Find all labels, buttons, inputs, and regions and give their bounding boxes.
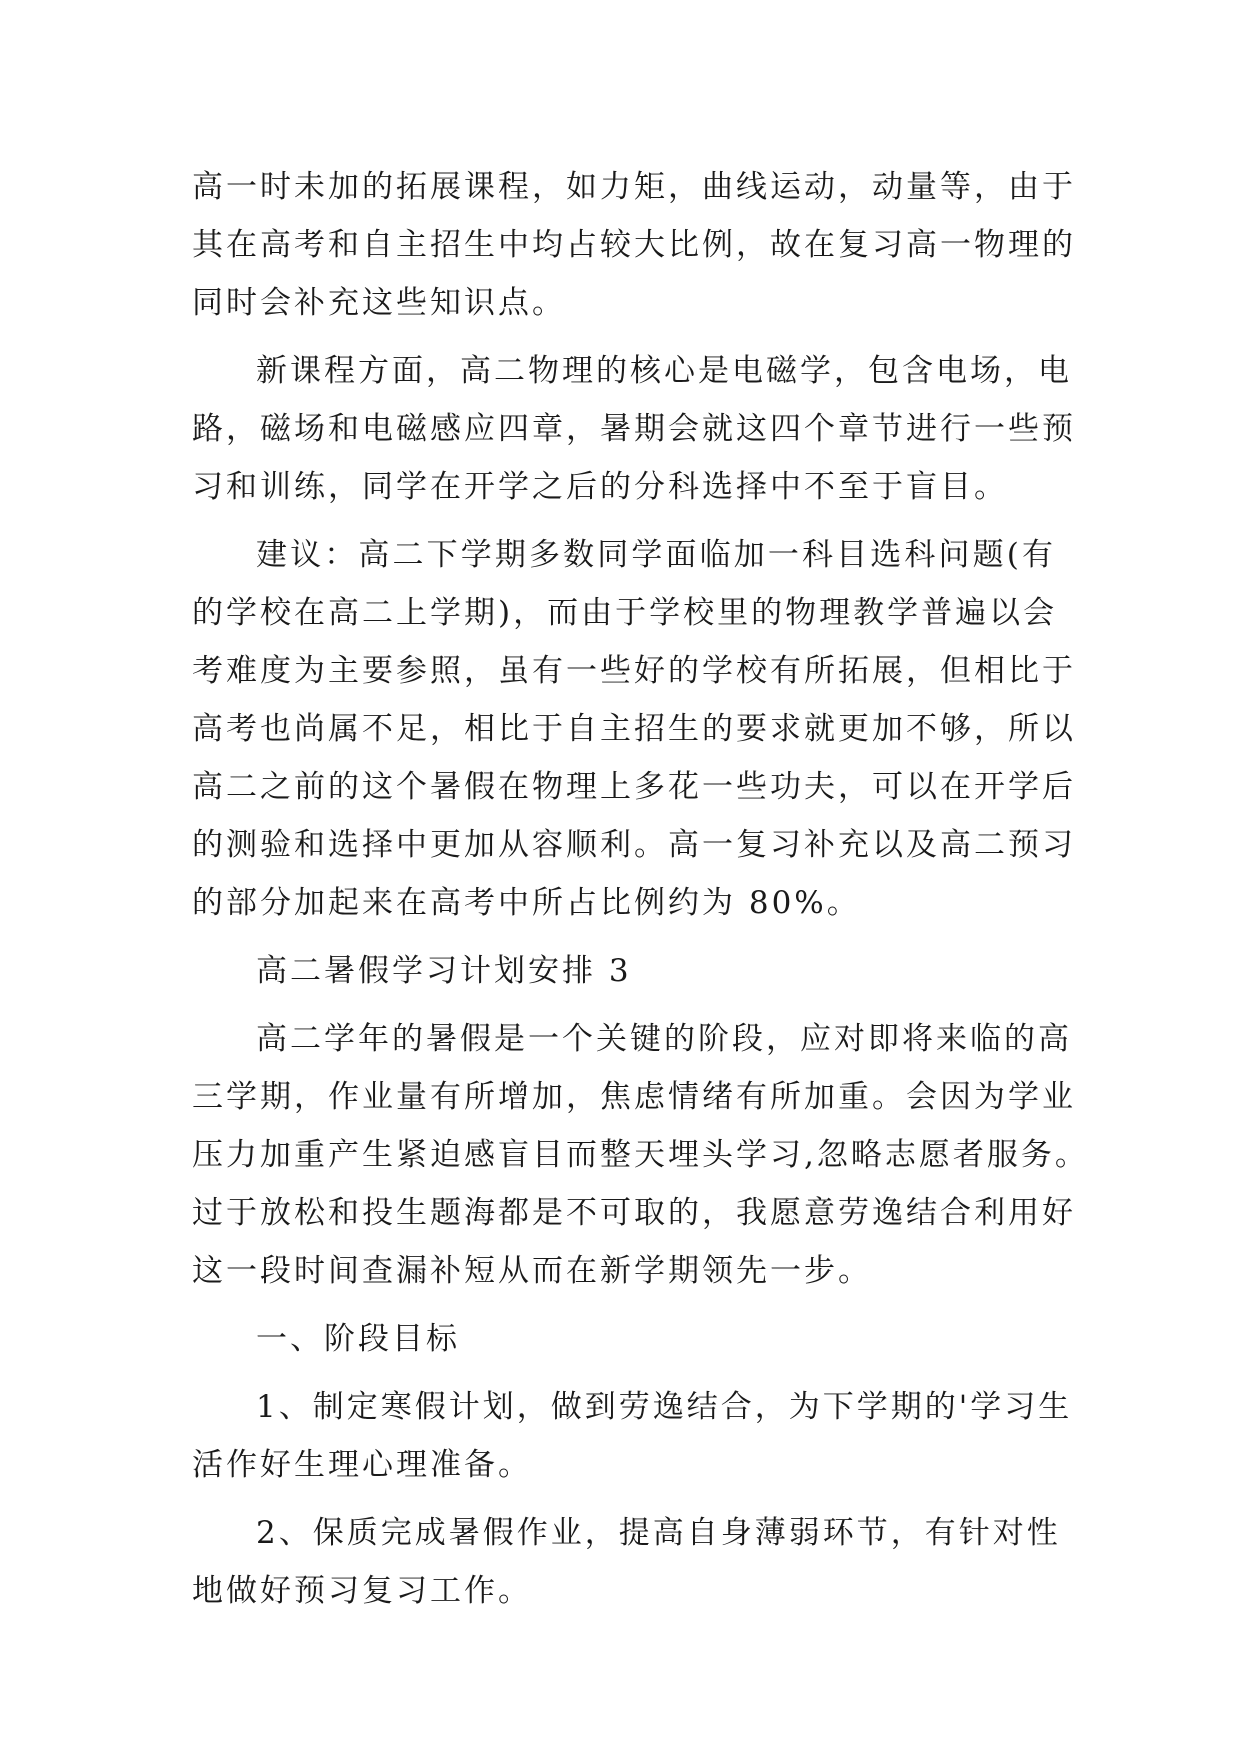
text-line: 高二暑假学习计划安排 3 — [256, 953, 632, 989]
list-item — [192, 1504, 1061, 1620]
text-line: 这一段时间查漏补短从而在新学期领先一步。 — [192, 1253, 872, 1289]
text-line: 高一时未加的拓展课程，如力矩，曲线运动，动量等，由于 — [192, 169, 1076, 205]
paragraph — [192, 158, 1076, 332]
text-line: 地做好预习复习工作。 — [192, 1573, 532, 1609]
text-line: 的测验和选择中更加从容顺利。高一复习补充以及高二预习 — [192, 827, 1076, 863]
text-line: 高二之前的这个暑假在物理上多花一些功夫，可以在开学后 — [192, 769, 1076, 805]
text-line: 1、制定寒假计划，做到劳逸结合，为下学期的'学习生 — [256, 1389, 1073, 1425]
text-line: 的部分加起来在高考中所占比例约为 80%。 — [192, 885, 861, 921]
text-line: 建议：高二下学期多数同学面临加一科目选科问题(有 — [256, 537, 1056, 573]
text-line: 三学期，作业量有所增加，焦虑情绪有所加重。会因为学业 — [192, 1079, 1076, 1115]
text-line: 高考也尚属不足，相比于自主招生的要求就更加不够，所以 — [192, 711, 1076, 747]
text-line: 2、保质完成暑假作业，提高自身薄弱环节，有针对性 — [256, 1515, 1061, 1551]
text-line: 压力加重产生紧迫感盲目而整天埋头学习,忽略志愿者服务。 — [192, 1137, 1089, 1173]
text-line: 考难度为主要参照，虽有一些好的学校有所拓展，但相比于 — [192, 653, 1076, 689]
paragraph — [192, 526, 1076, 932]
text-line: 路，磁场和电磁感应四章，暑期会就这四个章节进行一些预 — [192, 411, 1076, 447]
text-line: 同时会补充这些知识点。 — [192, 285, 566, 321]
section-heading — [192, 1310, 1056, 1368]
paragraph — [192, 1010, 1089, 1300]
text-line: 的学校在高二上学期)，而由于学校里的物理教学普遍以会 — [192, 595, 1058, 631]
document-body — [192, 158, 1089, 1620]
section-heading — [192, 942, 1056, 1000]
text-line: 其在高考和自主招生中均占较大比例，故在复习高一物理的 — [192, 227, 1076, 263]
text-line: 习和训练，同学在开学之后的分科选择中不至于盲目。 — [192, 469, 1008, 505]
text-line: 活作好生理心理准备。 — [192, 1447, 532, 1483]
text-line: 高二学年的暑假是一个关键的阶段，应对即将来临的高 — [256, 1021, 1072, 1057]
text-line: 过于放松和投生题海都是不可取的，我愿意劳逸结合利用好 — [192, 1195, 1076, 1231]
text-line: 一、阶段目标 — [256, 1321, 460, 1357]
paragraph — [192, 342, 1076, 516]
list-item — [192, 1378, 1073, 1494]
text-line: 新课程方面，高二物理的核心是电磁学，包含电场，电 — [256, 353, 1072, 389]
